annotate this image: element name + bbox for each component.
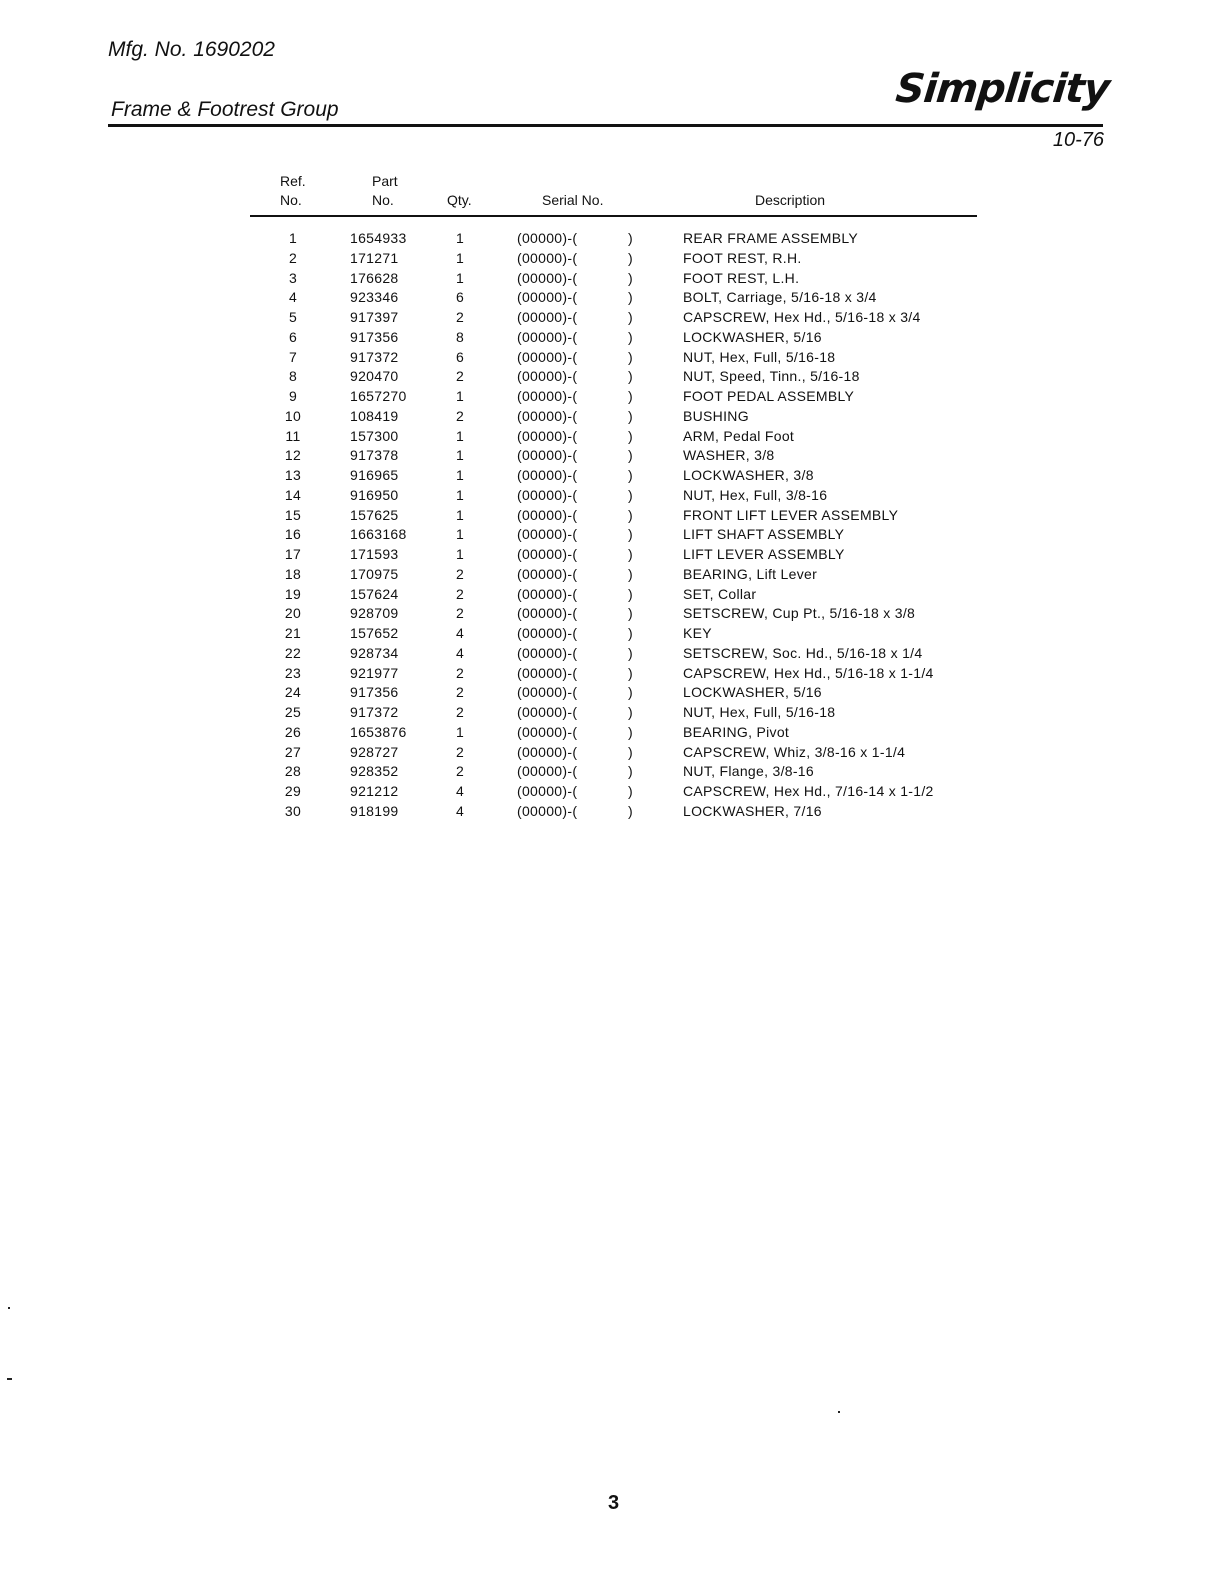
cell-serial-no: (00000)-(: [517, 625, 578, 641]
cell-serial-no: (00000)-(: [517, 605, 578, 622]
mfg-number: Mfg. No. 1690202: [108, 38, 275, 61]
cell-ref-no: 12: [284, 447, 302, 464]
cell-serial-close: ): [628, 585, 633, 602]
cell-ref-no: 4: [288, 289, 298, 306]
cell-serial-close: ): [628, 427, 633, 444]
cell-description: FRONT LIFT LEVER ASSEMBLY: [683, 506, 899, 523]
cell-qty: 2: [456, 585, 465, 602]
cell-serial-close: ): [628, 684, 633, 701]
cell-part-no: 157624: [350, 585, 399, 602]
cell-ref-no: 24: [284, 684, 302, 701]
cell-qty: 1: [456, 269, 465, 286]
header-rule: [108, 124, 1103, 127]
cell-serial-close: ): [628, 269, 633, 286]
cell-serial-no: (00000)-(: [517, 348, 578, 365]
cell-description: SETSCREW, Cup Pt., 5/16-18 x 3/8: [683, 605, 916, 622]
cell-ref-no: 29: [284, 783, 302, 799]
cell-serial-no: (00000)-(: [517, 506, 578, 523]
cell-serial-close: ): [628, 328, 633, 345]
cell-serial-close: ): [628, 704, 633, 720]
cell-part-no: 171593: [350, 546, 399, 562]
cell-part-no: 921977: [350, 664, 399, 681]
scan-speck: [8, 1307, 10, 1309]
cell-serial-close: ): [628, 506, 633, 523]
cell-serial-no: (00000)-(: [517, 585, 578, 602]
cell-part-no: 157652: [350, 625, 399, 641]
cell-part-no: 917372: [350, 704, 399, 720]
cell-description: WASHER, 3/8: [683, 447, 775, 464]
cell-description: CAPSCREW, Hex Hd., 5/16-18 x 1-1/4: [683, 664, 934, 681]
cell-serial-close: ): [628, 605, 633, 622]
cell-description: LOCKWASHER, 3/8: [683, 467, 814, 483]
cell-description: KEY: [683, 625, 712, 641]
cell-serial-close: ): [628, 664, 633, 681]
cell-qty: 2: [456, 684, 465, 701]
cell-part-no: 917378: [350, 447, 399, 464]
cell-part-no: 1654933: [350, 230, 407, 246]
cell-qty: 1: [456, 249, 465, 266]
cell-part-no: 920470: [350, 368, 399, 385]
cell-qty: 1: [456, 230, 465, 246]
cell-description: SETSCREW, Soc. Hd., 5/16-18 x 1/4: [683, 644, 923, 661]
cell-ref-no: 28: [284, 763, 302, 780]
cell-description: NUT, Hex, Full, 5/16-18: [683, 704, 836, 720]
cell-qty: 6: [456, 289, 465, 306]
cell-qty: 2: [456, 407, 465, 424]
cell-ref-no: 26: [284, 723, 302, 740]
header-underline: [250, 215, 977, 217]
cell-description: LIFT LEVER ASSEMBLY: [683, 546, 845, 562]
cell-qty: 1: [456, 388, 465, 404]
cell-qty: 1: [456, 526, 465, 543]
cell-qty: 1: [456, 723, 465, 740]
cell-serial-no: (00000)-(: [517, 644, 578, 661]
cell-qty: 4: [456, 644, 465, 661]
cell-qty: 4: [456, 802, 465, 819]
cell-description: CAPSCREW, Hex Hd., 7/16-14 x 1-1/2: [683, 783, 934, 799]
col-description-header: Description: [755, 192, 826, 208]
cell-part-no: 928352: [350, 763, 399, 780]
cell-part-no: 1663168: [350, 526, 407, 543]
cell-serial-close: ): [628, 565, 633, 582]
cell-part-no: 170975: [350, 565, 399, 582]
cell-ref-no: 14: [284, 486, 302, 503]
cell-qty: 2: [456, 704, 465, 720]
cell-ref-no: 3: [288, 269, 298, 286]
cell-serial-no: (00000)-(: [517, 664, 578, 681]
cell-description: NUT, Speed, Tinn., 5/16-18: [683, 368, 860, 385]
cell-part-no: 176628: [350, 269, 399, 286]
cell-description: REAR FRAME ASSEMBLY: [683, 230, 859, 246]
cell-ref-no: 5: [288, 309, 298, 325]
cell-serial-no: (00000)-(: [517, 269, 578, 286]
cell-description: NUT, Hex, Full, 3/8-16: [683, 486, 828, 503]
cell-part-no: 928734: [350, 644, 399, 661]
cell-serial-close: ): [628, 763, 633, 780]
cell-ref-no: 25: [284, 704, 302, 720]
cell-ref-no: 13: [284, 467, 302, 483]
cell-part-no: 917356: [350, 684, 399, 701]
cell-description: BUSHING: [683, 407, 749, 424]
col-serial-header: Serial No.: [542, 192, 604, 208]
cell-ref-no: 10: [284, 407, 302, 424]
cell-serial-no: (00000)-(: [517, 388, 578, 404]
scan-speck: [7, 1378, 12, 1380]
cell-serial-close: ): [628, 467, 633, 483]
cell-serial-close: ): [628, 783, 633, 799]
cell-part-no: 917397: [350, 309, 399, 325]
cell-serial-close: ): [628, 486, 633, 503]
cell-ref-no: 15: [284, 506, 302, 523]
cell-part-no: 171271: [350, 249, 399, 266]
cell-serial-close: ): [628, 546, 633, 562]
cell-serial-no: (00000)-(: [517, 486, 578, 503]
cell-serial-close: ): [628, 289, 633, 306]
cell-part-no: 928709: [350, 605, 399, 622]
cell-qty: 1: [456, 427, 465, 444]
cell-description: LIFT SHAFT ASSEMBLY: [683, 526, 845, 543]
cell-serial-close: ): [628, 526, 633, 543]
cell-description: BEARING, Pivot: [683, 723, 790, 740]
cell-qty: 2: [456, 368, 465, 385]
cell-description: SET, Collar: [683, 585, 757, 602]
cell-description: NUT, Flange, 3/8-16: [683, 763, 814, 780]
cell-serial-close: ): [628, 407, 633, 424]
cell-description: LOCKWASHER, 5/16: [683, 328, 822, 345]
cell-serial-close: ): [628, 368, 633, 385]
cell-qty: 2: [456, 565, 465, 582]
cell-serial-close: ): [628, 625, 633, 641]
cell-qty: 1: [456, 447, 465, 464]
cell-ref-no: 8: [288, 368, 298, 385]
cell-serial-close: ): [628, 447, 633, 464]
cell-ref-no: 16: [284, 526, 302, 543]
group-title: Frame & Footrest Group: [111, 98, 339, 121]
cell-qty: 1: [456, 546, 465, 562]
cell-qty: 2: [456, 743, 465, 760]
cell-serial-no: (00000)-(: [517, 783, 578, 799]
col-qty-header: Qty.: [447, 192, 472, 208]
cell-serial-no: (00000)-(: [517, 407, 578, 424]
cell-ref-no: 6: [288, 328, 298, 345]
cell-qty: 2: [456, 763, 465, 780]
cell-serial-close: ): [628, 802, 633, 819]
cell-part-no: 108419: [350, 407, 399, 424]
cell-serial-no: (00000)-(: [517, 230, 578, 246]
cell-serial-no: (00000)-(: [517, 743, 578, 760]
cell-description: ARM, Pedal Foot: [683, 427, 795, 444]
cell-ref-no: 18: [284, 565, 302, 582]
cell-qty: 1: [456, 486, 465, 503]
cell-part-no: 1657270: [350, 388, 407, 404]
cell-serial-no: (00000)-(: [517, 447, 578, 464]
cell-part-no: 1653876: [350, 723, 407, 740]
cell-serial-close: ): [628, 348, 633, 365]
cell-qty: 1: [456, 467, 465, 483]
cell-ref-no: 21: [284, 625, 302, 641]
cell-qty: 6: [456, 348, 465, 365]
cell-ref-no: 17: [284, 546, 302, 562]
cell-part-no: 923346: [350, 289, 399, 306]
cell-serial-no: (00000)-(: [517, 763, 578, 780]
cell-description: LOCKWASHER, 7/16: [683, 802, 822, 819]
cell-part-no: 917372: [350, 348, 399, 365]
cell-ref-no: 22: [284, 644, 302, 661]
cell-ref-no: 20: [284, 605, 302, 622]
cell-part-no: 928727: [350, 743, 399, 760]
cell-description: CAPSCREW, Hex Hd., 5/16-18 x 3/4: [683, 309, 921, 325]
cell-serial-no: (00000)-(: [517, 704, 578, 720]
cell-description: BEARING, Lift Lever: [683, 565, 818, 582]
cell-qty: 2: [456, 309, 465, 325]
cell-ref-no: 30: [284, 802, 302, 819]
cell-serial-no: (00000)-(: [517, 723, 578, 740]
cell-description: LOCKWASHER, 5/16: [683, 684, 822, 701]
cell-part-no: 157300: [350, 427, 399, 444]
cell-part-no: 917356: [350, 328, 399, 345]
cell-serial-no: (00000)-(: [517, 802, 578, 819]
cell-part-no: 157625: [350, 506, 399, 523]
cell-ref-no: 9: [288, 388, 298, 404]
cell-ref-no: 23: [284, 664, 302, 681]
col-ref-header: Ref. No.: [280, 173, 306, 208]
cell-description: NUT, Hex, Full, 5/16-18: [683, 348, 836, 365]
cell-serial-no: (00000)-(: [517, 289, 578, 306]
cell-ref-no: 7: [288, 348, 298, 365]
cell-serial-no: (00000)-(: [517, 565, 578, 582]
cell-ref-no: 2: [288, 249, 298, 266]
cell-description: BOLT, Carriage, 5/16-18 x 3/4: [683, 289, 877, 306]
cell-serial-close: ): [628, 230, 633, 246]
cell-description: CAPSCREW, Whiz, 3/8-16 x 1-1/4: [683, 743, 906, 760]
cell-serial-no: (00000)-(: [517, 546, 578, 562]
cell-serial-close: ): [628, 388, 633, 404]
cell-serial-no: (00000)-(: [517, 249, 578, 266]
brand-logo: Simplicity: [893, 66, 1112, 112]
scan-speck: [838, 1411, 840, 1413]
cell-qty: 1: [456, 506, 465, 523]
cell-qty: 8: [456, 328, 465, 345]
cell-serial-close: ): [628, 309, 633, 325]
cell-part-no: 916965: [350, 467, 399, 483]
cell-ref-no: 27: [284, 743, 302, 760]
cell-qty: 4: [456, 783, 465, 799]
cell-part-no: 921212: [350, 783, 399, 799]
cell-serial-no: (00000)-(: [517, 526, 578, 543]
revision-date: 10-76: [1052, 129, 1104, 151]
cell-serial-close: ): [628, 743, 633, 760]
cell-qty: 2: [456, 605, 465, 622]
cell-serial-no: (00000)-(: [517, 368, 578, 385]
cell-description: FOOT PEDAL ASSEMBLY: [683, 388, 855, 404]
cell-qty: 4: [456, 625, 465, 641]
cell-serial-close: ): [628, 644, 633, 661]
page-number: 3: [608, 1492, 620, 1514]
cell-description: FOOT REST, R.H.: [683, 249, 802, 266]
cell-part-no: 918199: [350, 802, 399, 819]
cell-description: FOOT REST, L.H.: [683, 269, 800, 286]
cell-ref-no: 19: [284, 585, 302, 602]
cell-serial-close: ): [628, 249, 633, 266]
cell-serial-no: (00000)-(: [517, 427, 578, 444]
cell-ref-no: 11: [285, 427, 301, 444]
cell-serial-close: ): [628, 723, 633, 740]
col-part-header: Part No.: [372, 173, 398, 208]
cell-serial-no: (00000)-(: [517, 684, 578, 701]
cell-qty: 2: [456, 664, 465, 681]
cell-serial-no: (00000)-(: [517, 309, 578, 325]
cell-serial-no: (00000)-(: [517, 467, 578, 483]
cell-serial-no: (00000)-(: [517, 328, 578, 345]
cell-part-no: 916950: [350, 486, 399, 503]
cell-ref-no: 1: [288, 230, 298, 246]
